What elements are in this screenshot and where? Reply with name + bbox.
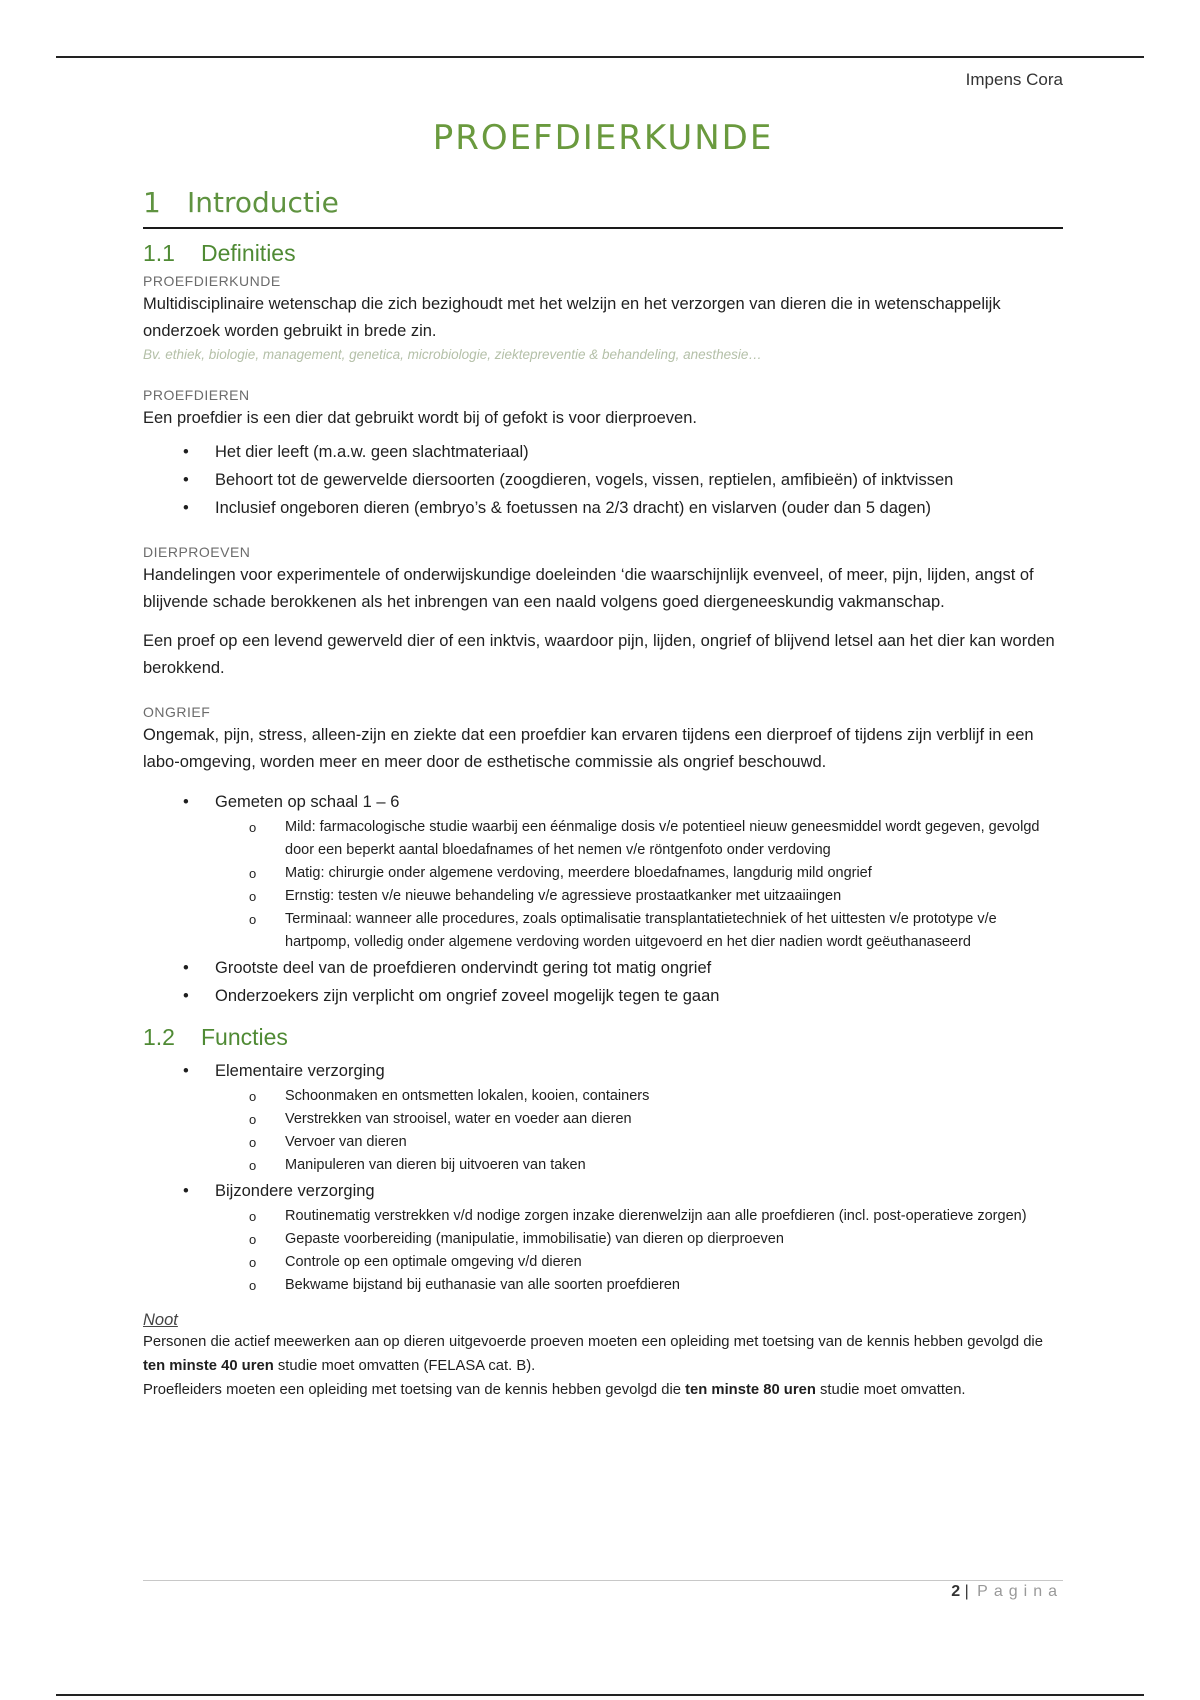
sub-list-item: o Vervoer van dieren (213, 1131, 1063, 1154)
chapter-number: 1 (143, 186, 161, 219)
author-name: Impens Cora (965, 70, 1063, 89)
bijzonder-items (215, 1205, 1063, 1297)
circle-bullet-icon: o (249, 1089, 257, 1104)
note-block (143, 1311, 1063, 1402)
sub-list-item: o Schoonmaken en ontsmetten lokalen, kooien, containers (213, 1085, 1063, 1108)
bullet-icon: • (183, 471, 189, 489)
circle-bullet-icon: o (249, 1135, 257, 1150)
list-item: • Behoort tot de gewervelde diersoorten (zoogdieren, vogels, vissen, reptielen, amfibieën) of inktvissen (143, 466, 1063, 494)
section-heading-functies (143, 1024, 1063, 1051)
list-item: • Het dier leeft (m.a.w. geen slachtmateriaal) (143, 438, 1063, 466)
section-number: 1.2 (143, 1024, 175, 1050)
bullet-icon: • (183, 1062, 189, 1080)
list-item: • Elementaire verzorging o Schoonmaken en ontsmetten lokalen, kooien, containers o Verstrekken van strooisel, water en voeder aan dieren o Vervoer van dieren o Manipuleren van dieren bij uitvoeren van taken (143, 1057, 1063, 1177)
section-title: Definities (201, 240, 296, 266)
definition-proefdierkunde: Multidisciplinaire wetenschap die zich bezighoudt met het welzijn en het verzorgen van dieren die in wetenschappelijk onderzoek worden gebruikt in brede zin. (143, 295, 1001, 340)
sub-list-item: o Matig: chirurgie onder algemene verdoving, meerdere bloedafnames, langdurig mild ongrief (213, 862, 1063, 885)
proefdieren-list (143, 438, 1063, 522)
bottom-rule (56, 1694, 1144, 1696)
sub-list-item: o Bekwame bijstand bij euthanasie van alle soorten proefdieren (213, 1274, 1063, 1297)
note-title: Noot (143, 1311, 178, 1329)
chapter-heading (143, 186, 1063, 229)
sub-list-item: o Gepaste voorbereiding (manipulatie, immobilisatie) van dieren op dierproeven (213, 1228, 1063, 1251)
sub-list-item: o Terminaal: wanneer alle procedures, zoals optimalisatie transplantatietechniek of het uittesten v/e prototype v/e hartpomp, volledig onder algemene verdoving worden uitgevoerd en het dier nadien wordt geëuthanaseerd (213, 908, 1063, 954)
page-separator: | (960, 1583, 974, 1600)
circle-bullet-icon: o (249, 820, 257, 835)
section-number: 1.1 (143, 240, 175, 266)
note-paragraph-1: Personen die actief meewerken aan op dieren uitgevoerde proeven moeten een opleiding met toetsing van de kennis hebben gevolgd die ten minste 40 uren studie moet omvatten (FELASA cat. B). (143, 1334, 1043, 1374)
list-item: • Inclusief ongeboren dieren (embryo’s & foetussen na 2/3 dracht) en vislarven (ouder dan 5 dagen) (143, 494, 1063, 522)
circle-bullet-icon: o (249, 1112, 257, 1127)
circle-bullet-icon: o (249, 866, 257, 881)
section-heading-definities (143, 240, 1063, 267)
term-label-proefdieren: PROEFDIEREN (143, 387, 250, 403)
note-paragraph-2: Proefleiders moeten een opleiding met toetsing van de kennis hebben gevolgd die ten minste 80 uren studie moet omvatten. (143, 1382, 966, 1398)
chapter-title: Introductie (187, 186, 339, 219)
page-label: Pagina (977, 1583, 1063, 1600)
circle-bullet-icon: o (249, 1232, 257, 1247)
bullet-icon: • (183, 987, 189, 1005)
document-title: PROEFDIERKUNDE (432, 118, 774, 158)
sub-list-item: o Verstrekken van strooisel, water en voeder aan dieren (213, 1108, 1063, 1131)
content-flow (143, 240, 1063, 1402)
definition-proefdieren: Een proefdier is een dier dat gebruikt wordt bij of gefokt is voor dierproeven. (143, 409, 697, 427)
sub-list-item: o Manipuleren van dieren bij uitvoeren van taken (213, 1154, 1063, 1177)
bullet-icon: • (183, 793, 189, 811)
sub-list-item: o Ernstig: testen v/e nieuwe behandeling v/e agressieve prostaatkanker met uitzaaiingen (213, 885, 1063, 908)
example-text: Bv. ethiek, biologie, management, genetica, microbiologie, ziektepreventie & behandeling, anesthesie… (143, 347, 762, 362)
bullet-icon: • (183, 443, 189, 461)
footer-rule (143, 1580, 1063, 1581)
functies-list (143, 1057, 1063, 1297)
definition-dierproeven-1: Handelingen voor experimentele of onderwijskundige doeleinden ‘die waarschijnlijk evenveel, of meer, pijn, lijden, angst of blijvende schade berokkenen als het inbrengen van een naald volgens goed diergeneeskundig vakmanschap. (143, 566, 1034, 611)
section-title: Functies (201, 1024, 288, 1050)
circle-bullet-icon: o (249, 1209, 257, 1224)
sub-list-item: o Mild: farmacologische studie waarbij een éénmalige dosis v/e potentieel nieuw geneesmiddel wordt gegeven, gevolgd door een beperkt aantal bloedafnames of het nemen v/e röntgenfoto onder verdoving (213, 816, 1063, 862)
bullet-icon: • (183, 959, 189, 977)
list-item: • Gemeten op schaal 1 – 6 o Mild: farmacologische studie waarbij een éénmalige dosis v/e potentieel nieuw geneesmiddel wordt gegeven, gevolgd door een beperkt aantal bloedafnames of het nemen v/e röntgenfoto onder verdoving o Matig: chirurgie onder algemene verdoving, meerdere bloedafnames, langdurig mild ongrief o Ernstig: testen v/e nieuwe behandeling v/e agressieve prostaatkanker met uitzaaiingen o Terminaal: wanneer alle procedures, zoals optimalisatie transplantatietechniek of het uittesten v/e prototype v/e hartpomp, volledig onder algemene verdoving worden uitgevoerd en het dier nadien wordt geëuthanaseerd (143, 788, 1063, 954)
sub-list-item: o Routinematig verstrekken v/d nodige zorgen inzake dierenwelzijn aan alle proefdieren (incl. post-operatieve zorgen) (213, 1205, 1063, 1228)
ongrief-levels (215, 816, 1063, 954)
circle-bullet-icon: o (249, 912, 257, 927)
bullet-icon: • (183, 499, 189, 517)
list-item: • Bijzondere verzorging o Routinematig verstrekken v/d nodige zorgen inzake dierenwelzijn aan alle proefdieren (incl. post-operatieve zorgen) o Gepaste voorbereiding (manipulatie, immobilisatie) van dieren op dierproeven o Controle op een optimale omgeving v/d dieren o Bekwame bijstand bij euthanasie van alle soorten proefdieren (143, 1177, 1063, 1297)
page-number: 2 (951, 1583, 961, 1600)
ongrief-list (143, 788, 1063, 1010)
term-label-ongrief: ONGRIEF (143, 704, 211, 720)
circle-bullet-icon: o (249, 1278, 257, 1293)
term-label-dierproeven: DIERPROEVEN (143, 544, 251, 560)
bullet-icon: • (183, 1182, 189, 1200)
circle-bullet-icon: o (249, 889, 257, 904)
definition-dierproeven-2: Een proef op een levend gewerveld dier of een inktvis, waardoor pijn, lijden, ongrief of blijvend letsel aan het dier kan worden berokkend. (143, 632, 1055, 677)
definition-ongrief: Ongemak, pijn, stress, alleen-zijn en ziekte dat een proefdier kan ervaren tijdens een dierproef of tijdens zijn verblijf in een labo-omgeving, worden meer en meer door de esthetische commissie als ongrief beschouwd. (143, 726, 1034, 771)
top-rule (56, 56, 1144, 58)
circle-bullet-icon: o (249, 1158, 257, 1173)
sub-list-item: o Controle op een optimale omgeving v/d dieren (213, 1251, 1063, 1274)
list-item: • Grootste deel van de proefdieren ondervindt gering tot matig ongrief (143, 954, 1063, 982)
circle-bullet-icon: o (249, 1255, 257, 1270)
term-label-proefdierkunde: PROEFDIERKUNDE (143, 273, 281, 289)
elementair-items (215, 1085, 1063, 1177)
list-item: • Onderzoekers zijn verplicht om ongrief zoveel mogelijk tegen te gaan (143, 982, 1063, 1010)
page-footer (951, 1583, 1063, 1601)
